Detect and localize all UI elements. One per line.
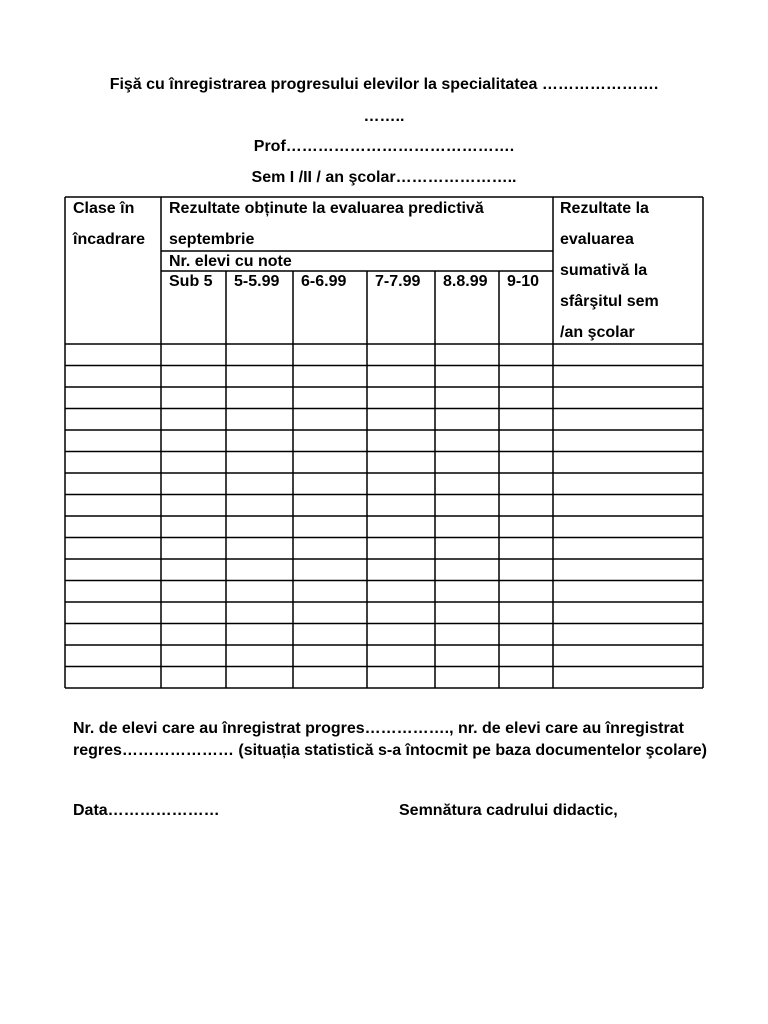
date-line: Data………………… bbox=[73, 802, 220, 819]
teacher-line: Prof……………………………………. bbox=[253, 138, 515, 155]
header-sumativa-line4: sfârşitul sem bbox=[560, 293, 659, 310]
progress-table bbox=[65, 197, 703, 688]
header-predictiva-line1: Rezultate obținute la evaluarea predictivă bbox=[169, 200, 484, 217]
form-title-continuation: …….. bbox=[363, 108, 405, 125]
header-predictiva-line2: septembrie bbox=[169, 231, 255, 248]
header-clase-line1: Clase în bbox=[73, 200, 135, 217]
footer-statement bbox=[73, 718, 713, 762]
grade-col-9: 9-10 bbox=[507, 273, 540, 290]
signature-label: Semnătura cadrului didactic, bbox=[399, 802, 618, 819]
grade-col-6: 6-6.99 bbox=[301, 273, 347, 290]
grade-col-7: 7-7.99 bbox=[375, 273, 421, 290]
header-clase-line2: încadrare bbox=[73, 231, 146, 248]
semester-line: Sem I /II / an şcolar………………….. bbox=[251, 169, 517, 186]
header-sumativa-line5: /an şcolar bbox=[560, 324, 635, 341]
grade-col-sub5: Sub 5 bbox=[169, 273, 213, 290]
header-nr-elevi: Nr. elevi cu note bbox=[169, 253, 292, 270]
form-title: Fişă cu înregistrarea progresului elevilor la specialitatea …………………. bbox=[109, 76, 659, 93]
progress-sentence: Nr. de elevi care au înregistrat progres……………., nr. de elevi care au înregistrat regres………………… (situația statistică s-a întocmit pe baza documentelor şcolare) bbox=[73, 720, 707, 759]
grade-col-5: 5-5.99 bbox=[234, 273, 280, 290]
header-sumativa-line1: Rezultate la bbox=[560, 200, 649, 217]
header-sumativa-line3: sumativă la bbox=[560, 262, 648, 279]
grade-col-8: 8.8.99 bbox=[443, 273, 488, 290]
header-sumativa-line2: evaluarea bbox=[560, 231, 634, 248]
